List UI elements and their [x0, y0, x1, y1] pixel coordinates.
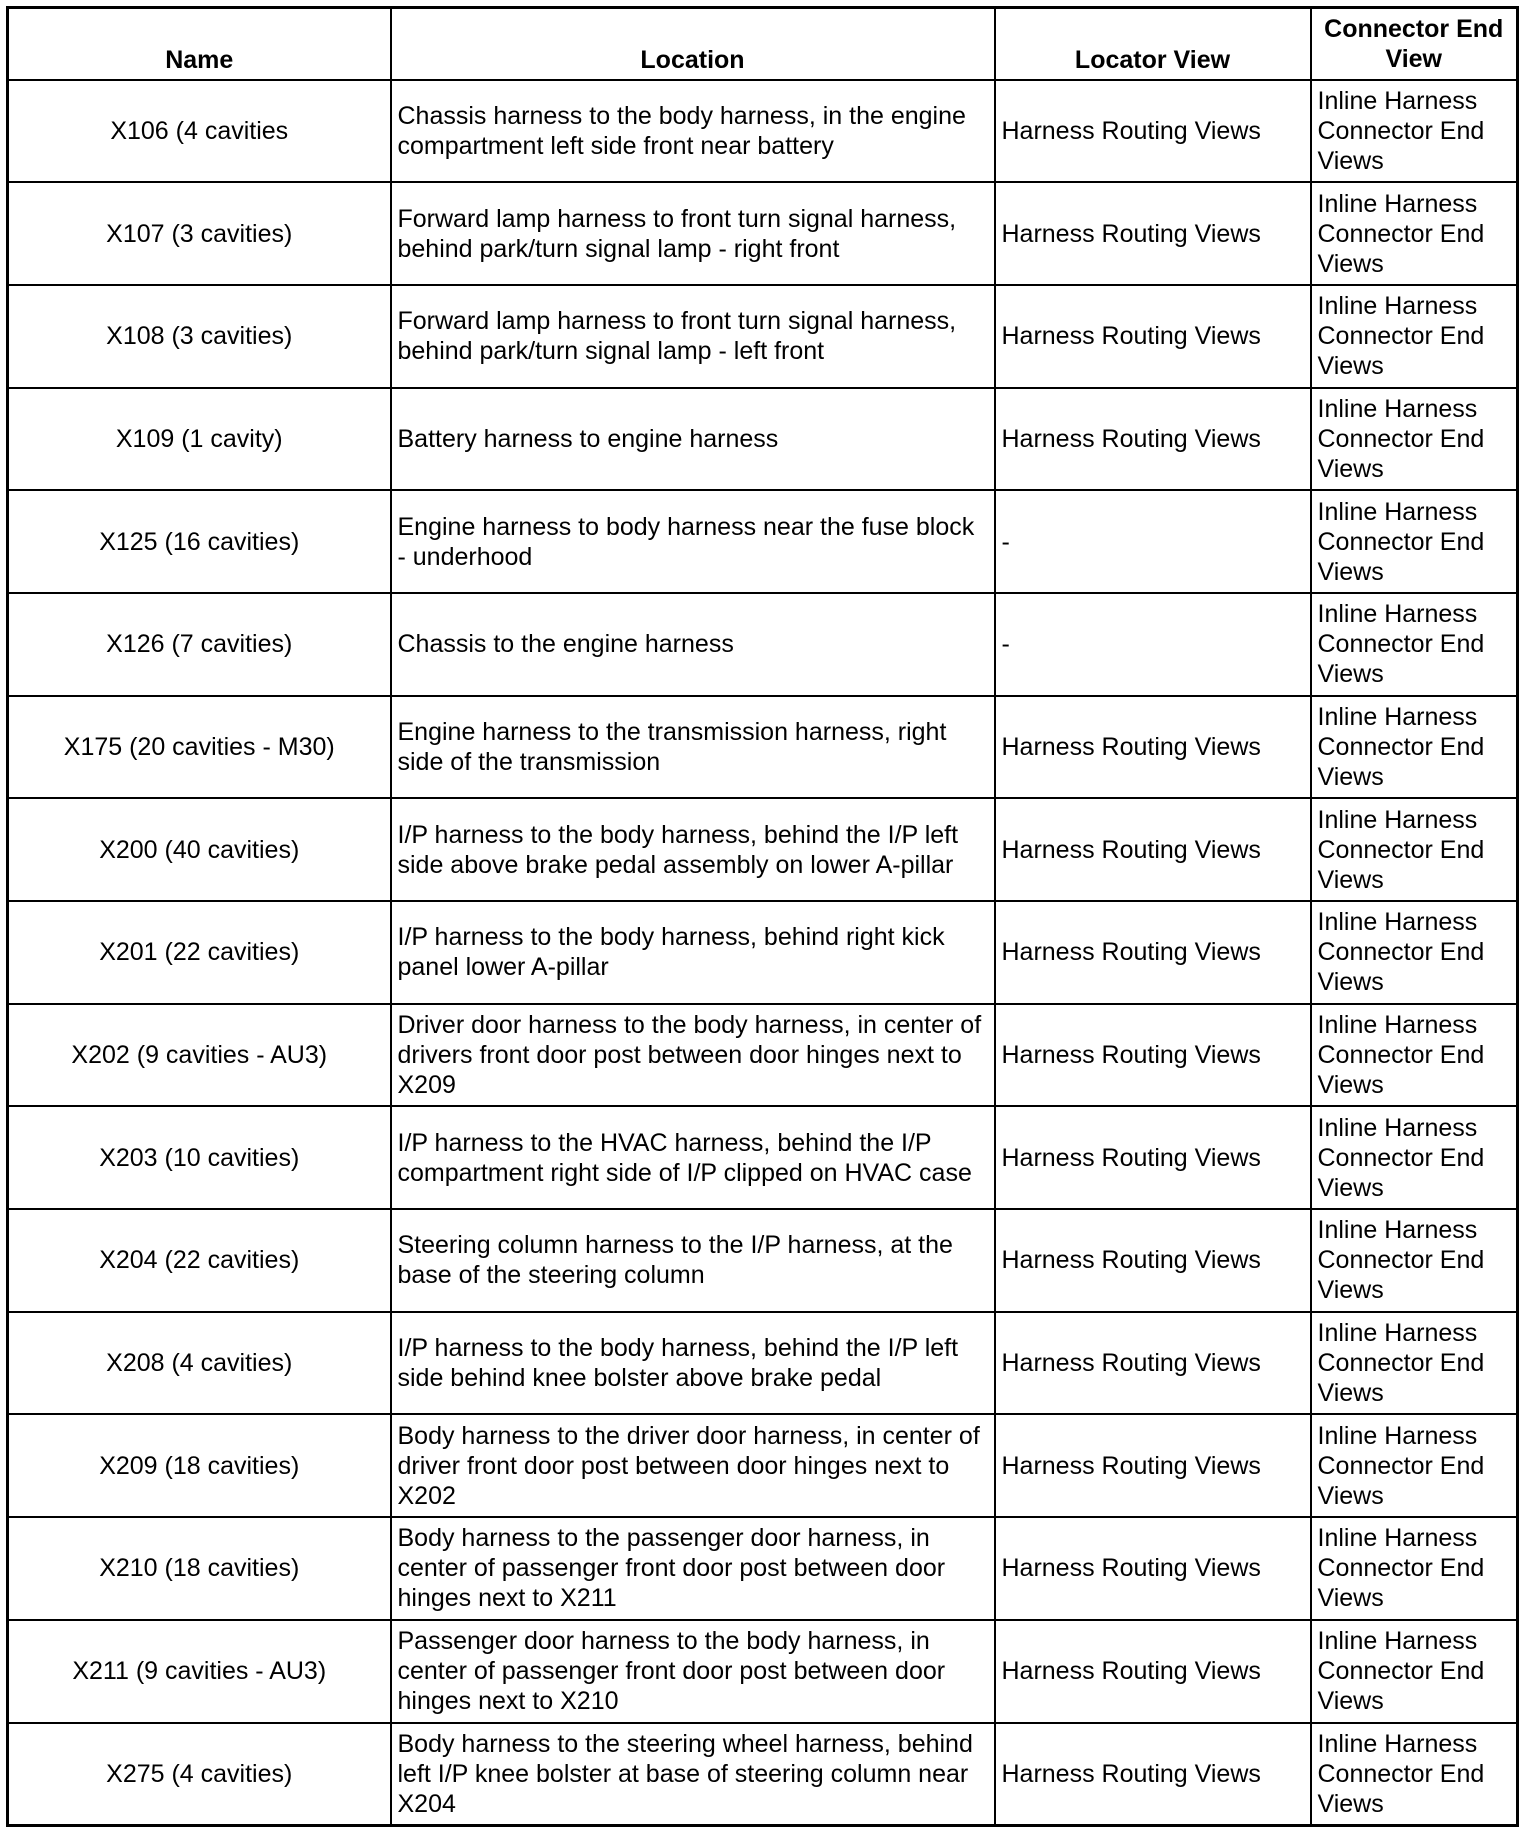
- table-row: [8, 1004, 1518, 1107]
- location-cell: Body harness to the passenger door harness, in center of passenger front door post between door hinges next to X211: [391, 1517, 995, 1620]
- connector-end-view-cell: Inline Harness Connector End Views: [1311, 1517, 1518, 1620]
- connector-end-view-cell: Inline Harness Connector End Views: [1311, 696, 1518, 799]
- name-cell: X211 (9 cavities - AU3): [8, 1620, 391, 1723]
- name-cell: X175 (20 cavities - M30): [8, 696, 391, 799]
- table-row: [8, 593, 1518, 696]
- locator-view-cell: Harness Routing Views: [995, 1004, 1311, 1107]
- table-row: [8, 696, 1518, 799]
- name-cell: X126 (7 cavities): [8, 593, 391, 696]
- locator-view-cell: Harness Routing Views: [995, 1723, 1311, 1826]
- name-cell: X208 (4 cavities): [8, 1312, 391, 1415]
- table-row: [8, 182, 1518, 285]
- header-name: Name: [8, 8, 391, 80]
- name-cell: X209 (18 cavities): [8, 1414, 391, 1517]
- table-header: [8, 8, 1518, 80]
- location-cell: Battery harness to engine harness: [391, 388, 995, 491]
- header-row: [8, 8, 1518, 80]
- location-cell: Chassis to the engine harness: [391, 593, 995, 696]
- connector-end-view-cell: Inline Harness Connector End Views: [1311, 1723, 1518, 1826]
- location-cell: Passenger door harness to the body harness, in center of passenger front door post between door hinges next to X210: [391, 1620, 995, 1723]
- location-cell: Forward lamp harness to front turn signal harness, behind park/turn signal lamp - left front: [391, 285, 995, 388]
- connector-end-view-cell: Inline Harness Connector End Views: [1311, 1312, 1518, 1415]
- header-connector-end-view: Connector End View: [1311, 8, 1518, 80]
- locator-view-cell: Harness Routing Views: [995, 80, 1311, 183]
- name-cell: X204 (22 cavities): [8, 1209, 391, 1312]
- table-row: [8, 80, 1518, 183]
- location-cell: I/P harness to the body harness, behind right kick panel lower A-pillar: [391, 901, 995, 1004]
- table-row: [8, 490, 1518, 593]
- name-cell: X203 (10 cavities): [8, 1106, 391, 1209]
- table-body: [8, 80, 1518, 1826]
- locator-view-cell: Harness Routing Views: [995, 1312, 1311, 1415]
- name-cell: X202 (9 cavities - AU3): [8, 1004, 391, 1107]
- locator-view-cell: Harness Routing Views: [995, 285, 1311, 388]
- location-cell: Forward lamp harness to front turn signal harness, behind park/turn signal lamp - right front: [391, 182, 995, 285]
- header-location: Location: [391, 8, 995, 80]
- locator-view-cell: Harness Routing Views: [995, 1209, 1311, 1312]
- name-cell: X125 (16 cavities): [8, 490, 391, 593]
- connector-end-view-cell: Inline Harness Connector End Views: [1311, 901, 1518, 1004]
- table-row: [8, 1517, 1518, 1620]
- locator-view-cell: Harness Routing Views: [995, 1106, 1311, 1209]
- connector-end-view-cell: Inline Harness Connector End Views: [1311, 593, 1518, 696]
- table-row: [8, 1209, 1518, 1312]
- table-row: [8, 1414, 1518, 1517]
- locator-view-cell: Harness Routing Views: [995, 182, 1311, 285]
- locator-view-cell: Harness Routing Views: [995, 901, 1311, 1004]
- name-cell: X106 (4 cavities: [8, 80, 391, 183]
- name-cell: X107 (3 cavities): [8, 182, 391, 285]
- location-cell: Chassis harness to the body harness, in the engine compartment left side front near battery: [391, 80, 995, 183]
- connector-end-view-cell: Inline Harness Connector End Views: [1311, 490, 1518, 593]
- connector-end-view-cell: Inline Harness Connector End Views: [1311, 1620, 1518, 1723]
- table-row: [8, 1723, 1518, 1826]
- location-cell: Driver door harness to the body harness, in center of drivers front door post between door hinges next to X209: [391, 1004, 995, 1107]
- name-cell: X108 (3 cavities): [8, 285, 391, 388]
- connector-end-view-cell: Inline Harness Connector End Views: [1311, 1004, 1518, 1107]
- location-cell: I/P harness to the HVAC harness, behind the I/P compartment right side of I/P clipped on HVAC case: [391, 1106, 995, 1209]
- locator-view-cell: Harness Routing Views: [995, 1414, 1311, 1517]
- locator-view-cell: Harness Routing Views: [995, 696, 1311, 799]
- location-cell: I/P harness to the body harness, behind the I/P left side behind knee bolster above brake pedal: [391, 1312, 995, 1415]
- location-cell: Engine harness to the transmission harness, right side of the transmission: [391, 696, 995, 799]
- connector-end-view-cell: Inline Harness Connector End Views: [1311, 798, 1518, 901]
- locator-view-cell: Harness Routing Views: [995, 388, 1311, 491]
- table-row: [8, 285, 1518, 388]
- connector-end-view-cell: Inline Harness Connector End Views: [1311, 1209, 1518, 1312]
- connector-table: [6, 6, 1519, 1827]
- connector-end-view-cell: Inline Harness Connector End Views: [1311, 1106, 1518, 1209]
- name-cell: X210 (18 cavities): [8, 1517, 391, 1620]
- locator-view-cell: Harness Routing Views: [995, 1620, 1311, 1723]
- name-cell: X201 (22 cavities): [8, 901, 391, 1004]
- table-row: [8, 1620, 1518, 1723]
- name-cell: X200 (40 cavities): [8, 798, 391, 901]
- location-cell: Body harness to the driver door harness, in center of driver front door post between door hinges next to X202: [391, 1414, 995, 1517]
- table-row: [8, 901, 1518, 1004]
- location-cell: Body harness to the steering wheel harness, behind left I/P knee bolster at base of steering column near X204: [391, 1723, 995, 1826]
- locator-view-cell: Harness Routing Views: [995, 798, 1311, 901]
- name-cell: X109 (1 cavity): [8, 388, 391, 491]
- table-row: [8, 1312, 1518, 1415]
- connector-end-view-cell: Inline Harness Connector End Views: [1311, 80, 1518, 183]
- location-cell: Engine harness to body harness near the fuse block - underhood: [391, 490, 995, 593]
- locator-view-cell: -: [995, 490, 1311, 593]
- header-locator-view: Locator View: [995, 8, 1311, 80]
- locator-view-cell: Harness Routing Views: [995, 1517, 1311, 1620]
- connector-end-view-cell: Inline Harness Connector End Views: [1311, 182, 1518, 285]
- table-row: [8, 1106, 1518, 1209]
- name-cell: X275 (4 cavities): [8, 1723, 391, 1826]
- location-cell: I/P harness to the body harness, behind the I/P left side above brake pedal assembly on lower A-pillar: [391, 798, 995, 901]
- table-row: [8, 388, 1518, 491]
- connector-end-view-cell: Inline Harness Connector End Views: [1311, 388, 1518, 491]
- table-row: [8, 798, 1518, 901]
- locator-view-cell: -: [995, 593, 1311, 696]
- location-cell: Steering column harness to the I/P harness, at the base of the steering column: [391, 1209, 995, 1312]
- connector-end-view-cell: Inline Harness Connector End Views: [1311, 1414, 1518, 1517]
- connector-end-view-cell: Inline Harness Connector End Views: [1311, 285, 1518, 388]
